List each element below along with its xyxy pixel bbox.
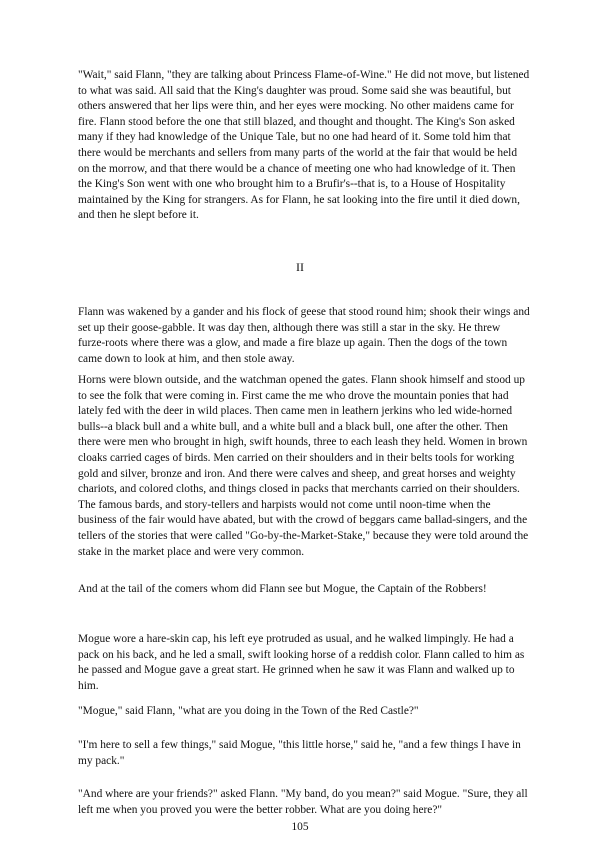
paragraph-5: Mogue wore a hare-skin cap, his left eye protruded as usual, and he walked limpingly. He had a pack on his back, and he led a small, swift looking horse of a reddish color. Flann called to him as he passed and Mogue gave a great start. He grinned when he saw it was Flann and walked up to him. bbox=[78, 633, 525, 692]
paragraph-2: Flann was wakened by a gander and his flock of geese that stood round him; shook their wings and set up their goose-gabble. It was day then, although there was still a star in the sky. He threw furze-roots where there was a glow, and made a fire blaze up again. Then the dogs of the town came down to look at him, and then stole away. bbox=[78, 306, 530, 365]
paragraph-4: And at the tail of the comers whom did Flann see but Mogue, the Captain of the Robbers! bbox=[78, 583, 487, 595]
paragraph-6: "Mogue," said Flann, "what are you doing in the Town of the Red Castle?" bbox=[78, 705, 419, 717]
paragraph-3: Horns were blown outside, and the watchman opened the gates. Flann shook himself and stood up to see the folk that were coming in. First came the me who drove the mountain ponies that had lately fed with the deer in wild places. Then came men in leathern jerkins who led wide-horned bulls--a black bull and a white bull, and a white bull and a black bull, one after the other. Then there were men who brought in high, swift hounds, three to each leash they held. Women in brown cloaks carried cages of birds. Men carried on their shoulders and in their belts tools for working gold and silver, bronze and iron. And there were calves and sheep, and great horses and weighty chariots, and colored cloths, and things closed in packs that merchants carried on their shoulders. The famous bards, and story-tellers and harpists would not come until noon-time when the business of the fair would have abated, but with the crowd of beggars came ballad-singers, and the tellers of the stories that were called "Go-by-the-Market-Stake," because they were told around the stake in the market place and were very common. bbox=[78, 374, 529, 558]
paragraph-8: "And where are your friends?" asked Flann. "My band, do you mean?" said Mogue. "Sure, they all left me when you proved you were the better robber. What are you doing here?" bbox=[78, 788, 528, 816]
chapter-heading: II bbox=[296, 260, 304, 274]
paragraph-1: "Wait," said Flann, "they are talking about Princess Flame-of-Wine." He did not move, but listened to what was said. All said that the King's daughter was proud. Some said she was beautiful, but others answered that her lips were thin, and her eyes were mocking. No other maidens came for fire. Flann stood before the one that still blazed, and thought and thought. The King's Son asked many if they had knowledge of the Unique Tale, but no one had heard of it. Some told him that there would be merchants and sellers from many parts of the world at the fair that would be held on the morrow, and that there would be a chance of meeting one who had knowledge of it. Then the King's Son went with one who brought him to a Brufir's--that is, to a House of Hospitality maintained by the King for strangers. As for Flann, he sat looking into the fire until it died down, and then he slept before it. bbox=[78, 69, 530, 222]
page-number: 105 bbox=[291, 821, 309, 833]
paragraph-7: "I'm here to sell a few things," said Mogue, "this little horse," said he, "and a few things I have in my pack." bbox=[78, 739, 521, 767]
